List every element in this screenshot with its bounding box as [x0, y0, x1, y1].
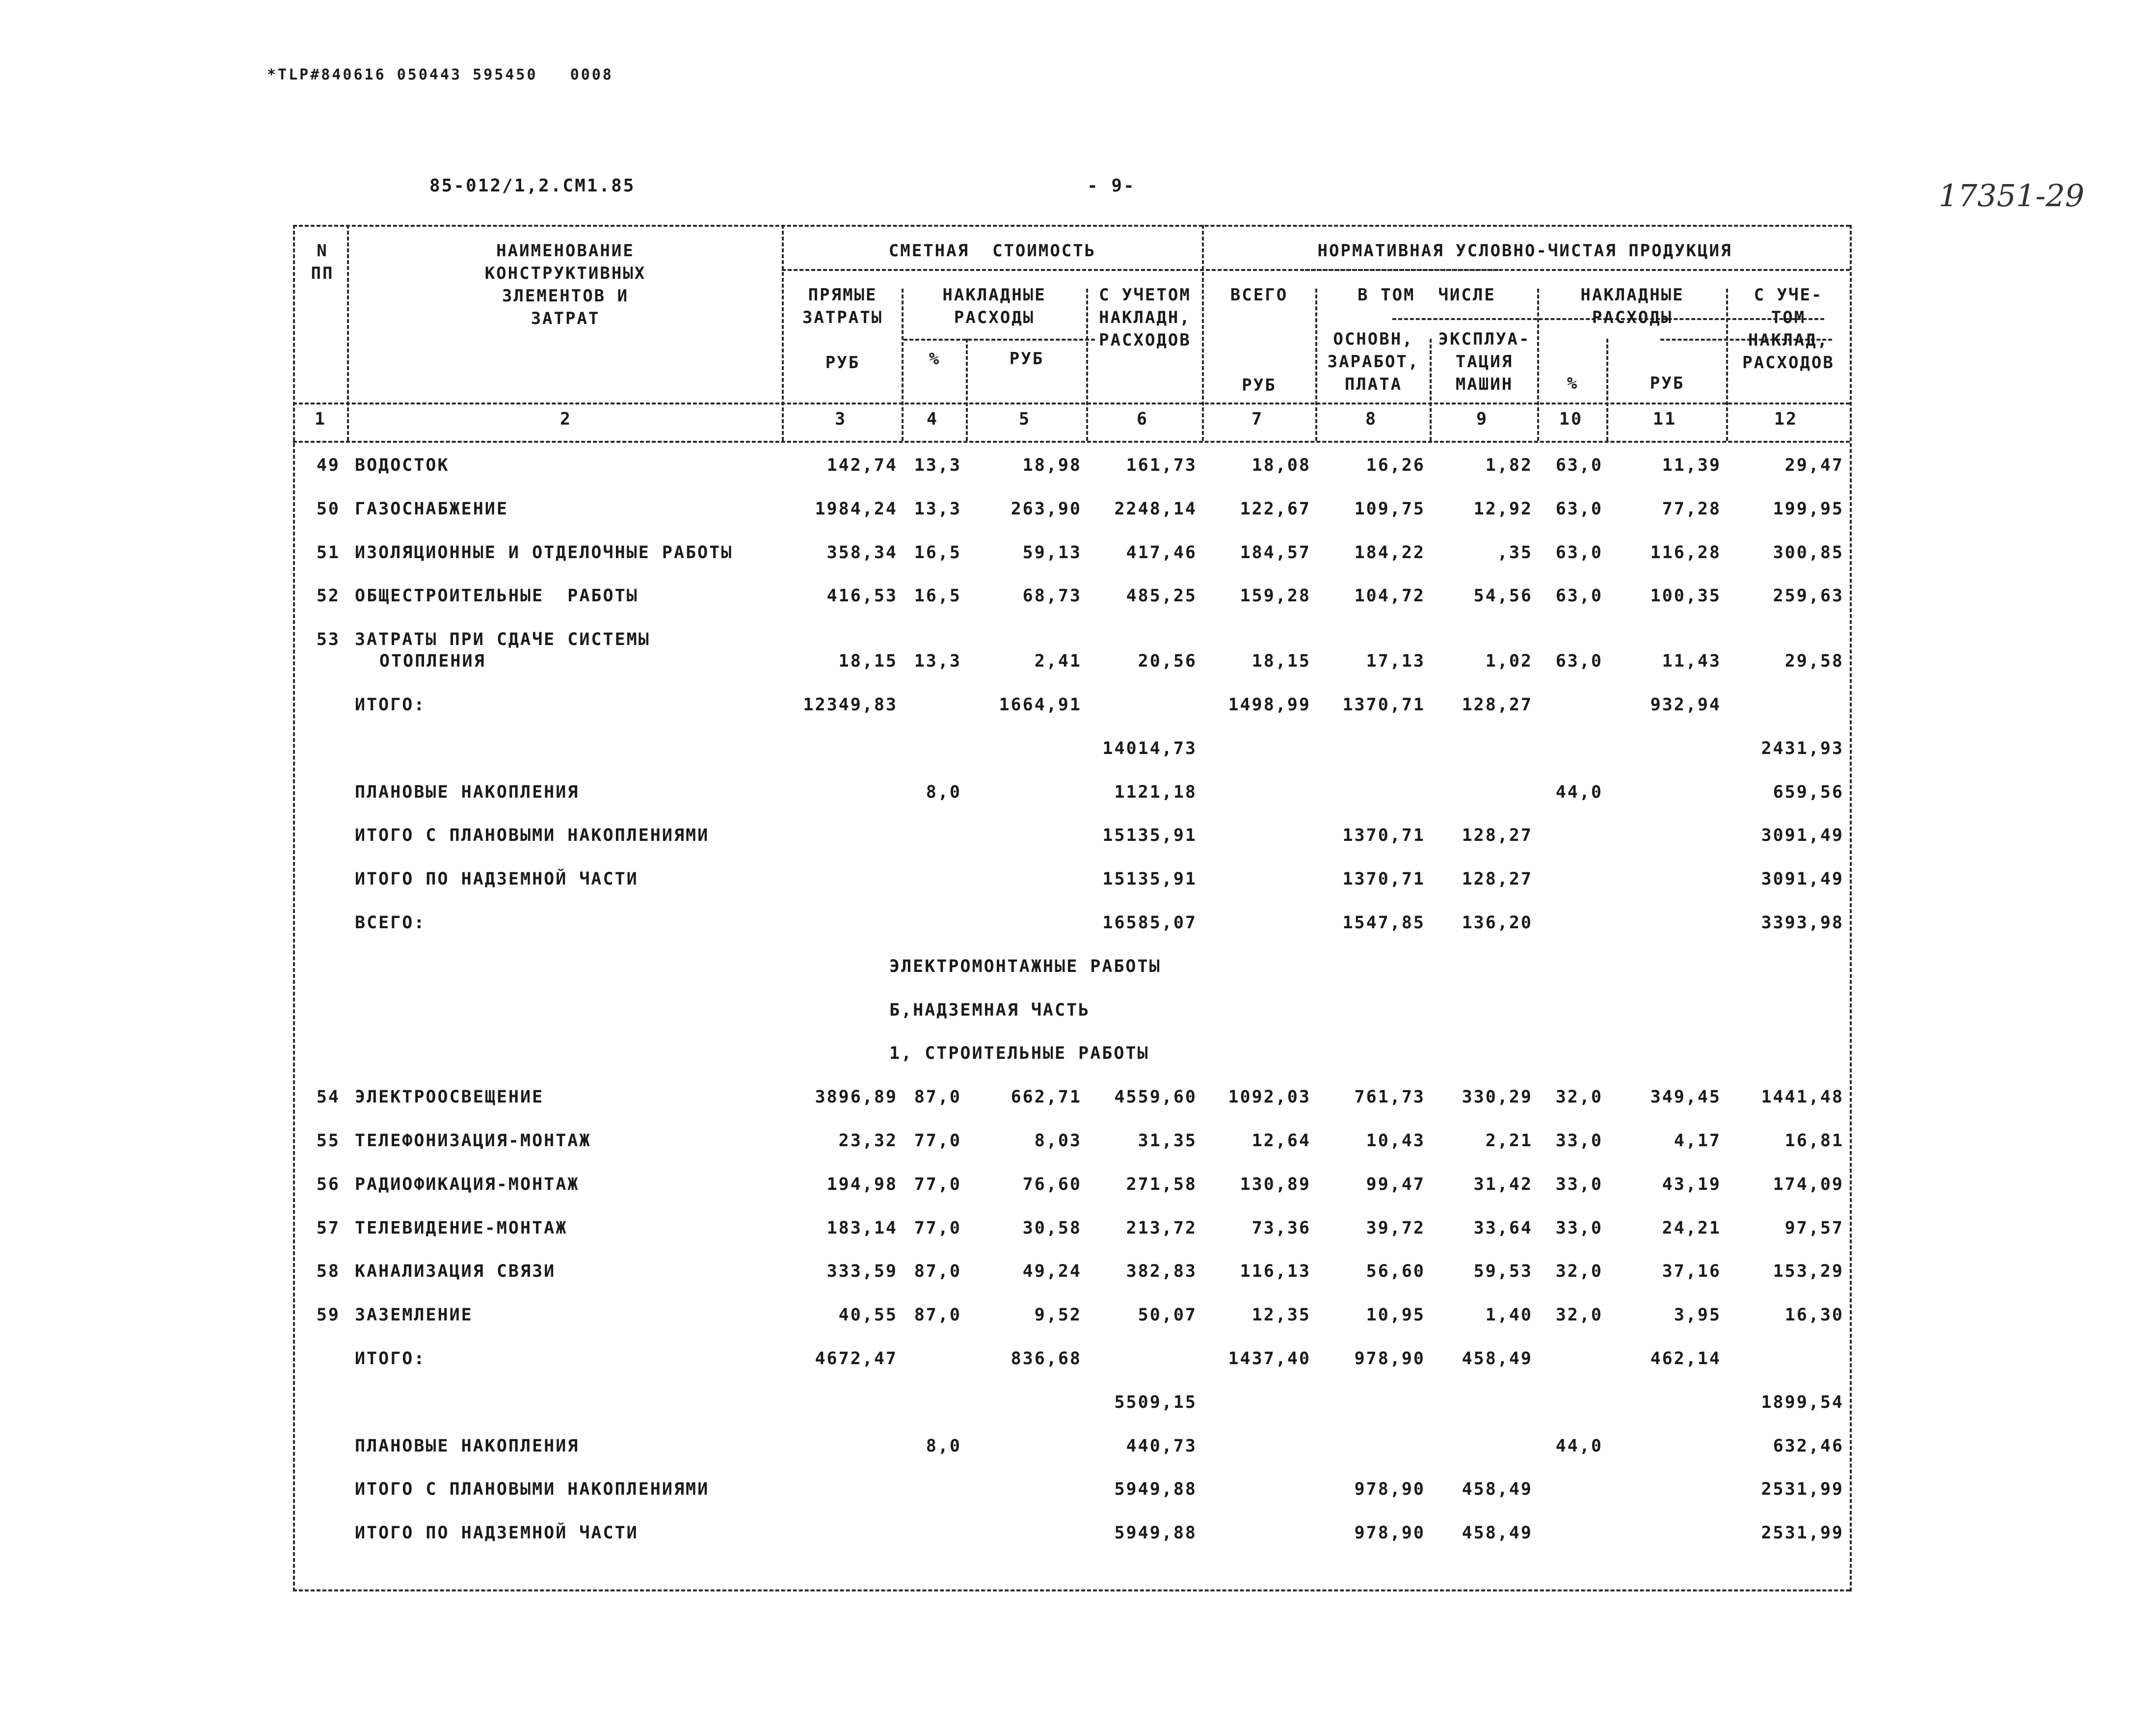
cell-c5: 59,13	[1022, 542, 1082, 563]
row-name: ИТОГО ПО НАДЗЕМНОЙ ЧАСТИ	[355, 1523, 639, 1543]
cell-c9: 136,20	[1462, 913, 1533, 933]
table-row	[293, 869, 1850, 899]
row-number: 58	[316, 1262, 340, 1282]
col-header-with-overhead: С УЧЕТОМ НАКЛАДН, РАСХОДОВ	[1099, 285, 1191, 350]
col-header-with-overhead-2: С УЧЕ- ТОМ НАКЛАД, РАСХОДОВ	[1742, 285, 1835, 373]
cell-c5: 76,60	[1022, 1174, 1082, 1194]
section-heading: 1, СТРОИТЕЛЬНЫЕ РАБОТЫ	[889, 1044, 1149, 1064]
col-header-overhead: НАКЛАДНЫЕ РАСХОДЫ	[942, 285, 1046, 327]
cell-c10: 32,0	[1555, 1262, 1603, 1282]
cell-c8: 978,90	[1354, 1523, 1425, 1543]
cell-c3: 40,55	[838, 1305, 898, 1325]
cell-c7: 159,28	[1240, 586, 1311, 606]
cell-c4: 13,3	[914, 456, 961, 475]
cell-c11: 37,16	[1662, 1262, 1721, 1282]
cell-c10: 32,0	[1555, 1087, 1603, 1107]
cell-c11: 11,39	[1662, 456, 1721, 475]
column-number: 5	[1018, 409, 1031, 429]
row-name: ВСЕГО:	[355, 913, 426, 933]
col-header-overhead-pct: %	[929, 349, 941, 369]
cell-c11: 11,43	[1662, 651, 1721, 672]
row-number: 51	[316, 542, 340, 563]
cell-c12: 2431,93	[1761, 738, 1844, 758]
cell-c8: 184,22	[1354, 542, 1425, 563]
cell-c4: 16,5	[914, 542, 961, 563]
column-number: 9	[1476, 409, 1489, 429]
cell-c12: 259,63	[1773, 586, 1844, 606]
cell-c4: 87,0	[914, 1087, 961, 1107]
row-name: ИТОГО С ПЛАНОВЫМИ НАКОПЛЕНИЯМИ	[355, 826, 710, 846]
cell-c9: 33,64	[1473, 1218, 1533, 1238]
row-name: ТЕЛЕФОНИЗАЦИЯ-МОНТАЖ	[355, 1131, 591, 1151]
cell-c12: 2531,99	[1761, 1480, 1844, 1500]
table-row	[293, 1393, 1850, 1422]
cell-c7: 12,35	[1251, 1305, 1311, 1325]
col-header-estimated-cost: СМЕТНАЯ СТОИМОСТЬ	[888, 241, 1096, 261]
cell-c9: 128,27	[1462, 826, 1533, 846]
cell-c7: 1498,99	[1228, 695, 1311, 715]
row-number: 49	[316, 456, 340, 475]
cell-c9: 458,49	[1462, 1480, 1533, 1500]
cell-c8: 104,72	[1354, 586, 1425, 606]
cost-table	[293, 225, 1871, 1593]
cell-c7: 130,89	[1240, 1174, 1311, 1194]
cell-c4: 87,0	[914, 1262, 961, 1282]
table-row	[293, 1131, 1850, 1160]
table-row	[293, 1436, 1850, 1466]
cell-c6: 382,83	[1126, 1262, 1197, 1282]
cell-c5: 9,52	[1034, 1305, 1082, 1325]
cell-c4: 8,0	[926, 1436, 961, 1456]
row-name: ИТОГО С ПЛАНОВЫМИ НАКОПЛЕНИЯМИ	[355, 1480, 710, 1500]
cell-c10: 63,0	[1555, 586, 1603, 606]
cell-c11: 77,28	[1662, 499, 1721, 519]
cell-c10: 33,0	[1555, 1174, 1603, 1194]
cell-c9: 31,42	[1473, 1174, 1533, 1194]
row-name: ЗАЗЕМЛЕНИЕ	[355, 1305, 473, 1325]
cell-c7: 1092,03	[1228, 1087, 1311, 1107]
cell-c5: 2,41	[1034, 651, 1082, 672]
col-header-overhead-2: НАКЛАДНЫЕ РАСХОДЫ	[1580, 285, 1684, 327]
cell-c4: 87,0	[914, 1305, 961, 1325]
row-name-continued: ОТОПЛЕНИЯ	[379, 651, 486, 672]
cell-c8: 17,13	[1366, 651, 1425, 672]
table-row	[293, 630, 1850, 672]
column-number: 7	[1251, 409, 1264, 429]
row-number: 53	[316, 630, 340, 650]
cell-c12: 3091,49	[1761, 869, 1844, 889]
col-header-normative-product: НОРМАТИВНАЯ УСЛОВНО-ЧИСТАЯ ПРОДУКЦИЯ	[1317, 241, 1732, 261]
column-number: 10	[1559, 409, 1583, 429]
cell-c9: 1,40	[1485, 1305, 1533, 1325]
cell-c3: 142,74	[826, 456, 898, 475]
table-row	[293, 1523, 1850, 1553]
cell-c4: 13,3	[914, 651, 961, 672]
cell-c9: 128,27	[1462, 869, 1533, 889]
cell-c12: 659,56	[1773, 782, 1844, 802]
table-row	[293, 1087, 1850, 1117]
cell-c8: 99,47	[1366, 1174, 1425, 1194]
cell-c12: 174,09	[1773, 1174, 1844, 1194]
col-header-total: ВСЕГО РУБ	[1230, 285, 1288, 395]
col-header-machines: ЭКСПЛУА- ТАЦИЯ МАШИН	[1438, 329, 1531, 394]
cell-c6: 440,73	[1126, 1436, 1197, 1456]
row-number: 57	[316, 1218, 340, 1238]
row-number: 55	[316, 1131, 340, 1151]
row-name: ИТОГО ПО НАДЗЕМНОЙ ЧАСТИ	[355, 869, 639, 889]
row-name: ТЕЛЕВИДЕНИЕ-МОНТАЖ	[355, 1218, 568, 1238]
cell-c3: 194,98	[826, 1174, 898, 1194]
cell-c10: 33,0	[1555, 1218, 1603, 1238]
cell-c6: 1121,18	[1114, 782, 1197, 802]
cell-c8: 1547,85	[1342, 913, 1425, 933]
row-name: РАДИОФИКАЦИЯ-МОНТАЖ	[355, 1174, 580, 1194]
cell-c8: 1370,71	[1342, 869, 1425, 889]
col-header-direct-costs: ПРЯМЫЕ ЗАТРАТЫ РУБ	[802, 285, 883, 373]
cell-c6: 485,25	[1126, 586, 1197, 606]
row-name: ЭЛЕКТРООСВЕЩЕНИЕ	[355, 1087, 544, 1107]
cell-c11: 43,19	[1662, 1174, 1721, 1194]
row-name: ИТОГО:	[355, 1349, 426, 1369]
cell-c6: 4559,60	[1114, 1087, 1197, 1107]
cell-c3: 18,15	[838, 651, 898, 672]
column-number: 12	[1774, 409, 1798, 429]
cell-c8: 10,43	[1366, 1131, 1425, 1151]
cell-c6: 161,73	[1126, 456, 1197, 475]
cell-c5: 263,90	[1011, 499, 1082, 519]
cell-c5: 662,71	[1011, 1087, 1082, 1107]
cell-c6: 15135,91	[1102, 869, 1197, 889]
cell-c12: 97,57	[1784, 1218, 1844, 1238]
cell-c4: 8,0	[926, 782, 961, 802]
cell-c9: 2,21	[1485, 1131, 1533, 1151]
cell-c5: 836,68	[1011, 1349, 1082, 1369]
cell-c7: 116,13	[1240, 1262, 1311, 1282]
cell-c5: 8,03	[1034, 1131, 1082, 1151]
cell-c3: 3896,89	[815, 1087, 898, 1107]
section-heading: Б,НАДЗЕМНАЯ ЧАСТЬ	[889, 1000, 1091, 1020]
table-row	[293, 456, 1850, 485]
row-number: 54	[316, 1087, 340, 1107]
col-header-overhead2-rub: РУБ	[1650, 374, 1685, 393]
cell-c12: 199,95	[1773, 499, 1844, 519]
row-name: КАНАЛИЗАЦИЯ СВЯЗИ	[355, 1262, 556, 1282]
cell-c12: 29,47	[1784, 456, 1844, 475]
col-header-including: В ТОМ ЧИСЛЕ	[1357, 285, 1496, 305]
cell-c10: 33,0	[1555, 1131, 1603, 1151]
cell-c7: 73,36	[1251, 1218, 1311, 1238]
cell-c3: 333,59	[826, 1262, 898, 1282]
cell-c3: 23,32	[838, 1131, 898, 1151]
cell-c8: 1370,71	[1342, 695, 1425, 715]
table-row	[293, 1175, 1850, 1204]
table-row	[293, 1218, 1850, 1248]
table-row	[293, 543, 1850, 572]
cell-c11: 24,21	[1662, 1218, 1721, 1238]
table-row	[293, 782, 1850, 812]
row-number: 52	[316, 586, 340, 606]
cell-c6: 5949,88	[1114, 1480, 1197, 1500]
cell-c9: 12,92	[1473, 499, 1533, 519]
cell-c8: 761,73	[1354, 1087, 1425, 1107]
cell-c11: 116,28	[1650, 542, 1721, 563]
cell-c10: 63,0	[1555, 456, 1603, 475]
cell-c12: 29,58	[1784, 651, 1844, 672]
cell-c12: 153,29	[1773, 1262, 1844, 1282]
cell-c4: 77,0	[914, 1131, 961, 1151]
column-number: 6	[1136, 409, 1149, 429]
cell-c9: 59,53	[1473, 1262, 1533, 1282]
cell-c7: 122,67	[1240, 499, 1311, 519]
cell-c12: 16,30	[1784, 1305, 1844, 1325]
cell-c8: 978,90	[1354, 1480, 1425, 1500]
cell-c9: 1,02	[1485, 651, 1533, 672]
column-number: 4	[926, 409, 939, 429]
column-number: 8	[1365, 409, 1378, 429]
cell-c6: 50,07	[1138, 1305, 1197, 1325]
row-name: ГАЗОСНАБЖЕНИЕ	[355, 499, 508, 519]
cell-c6: 16585,07	[1102, 913, 1197, 933]
cell-c10: 44,0	[1555, 782, 1603, 802]
cell-c11: 3,95	[1674, 1305, 1721, 1325]
cell-c12: 632,46	[1773, 1436, 1844, 1456]
doc-code: 85-012/1,2.CM1.85	[429, 176, 636, 196]
cell-c3: 358,34	[826, 542, 898, 563]
cell-c6: 31,35	[1138, 1131, 1197, 1151]
table-row	[293, 499, 1850, 529]
cell-c4: 77,0	[914, 1218, 961, 1238]
cell-c6: 417,46	[1126, 542, 1197, 563]
cell-c3: 12349,83	[803, 695, 898, 715]
cell-c8: 16,26	[1366, 456, 1425, 475]
cell-c9: 1,82	[1485, 456, 1533, 475]
cell-c3: 183,14	[826, 1218, 898, 1238]
cell-c6: 271,58	[1126, 1174, 1197, 1194]
cell-c12: 1441,48	[1761, 1087, 1844, 1107]
cell-c8: 39,72	[1366, 1218, 1425, 1238]
cell-c10: 63,0	[1555, 499, 1603, 519]
row-name: ВОДОСТОК	[355, 456, 450, 475]
cell-c11: 349,45	[1650, 1087, 1721, 1107]
cell-c12: 1899,54	[1761, 1392, 1844, 1412]
cell-c12: 3091,49	[1761, 826, 1844, 846]
cell-c3: 4672,47	[815, 1349, 898, 1369]
cell-c11: 4,17	[1674, 1131, 1721, 1151]
cell-c7: 184,57	[1240, 542, 1311, 563]
cell-c3: 1984,24	[815, 499, 898, 519]
col-header-overhead-rub: РУБ	[1009, 349, 1044, 369]
cell-c5: 18,98	[1022, 456, 1082, 475]
cell-c5: 30,58	[1022, 1218, 1082, 1238]
cell-c4: 16,5	[914, 586, 961, 606]
cell-c12: 2531,99	[1761, 1523, 1844, 1543]
table-row	[293, 739, 1850, 768]
cell-c12: 16,81	[1784, 1131, 1844, 1151]
table-row	[293, 1305, 1850, 1335]
cell-c8: 10,95	[1366, 1305, 1425, 1325]
cell-c8: 978,90	[1354, 1349, 1425, 1369]
cell-c6: 20,56	[1138, 651, 1197, 672]
cell-c9: 128,27	[1462, 695, 1533, 715]
table-row	[293, 1480, 1850, 1509]
column-number: 1	[314, 409, 327, 429]
section-heading: ЭЛЕКТРОМОНТАЖНЫЕ РАБОТЫ	[889, 956, 1161, 976]
cell-c7: 12,64	[1251, 1131, 1311, 1151]
row-name: ИТОГО:	[355, 695, 426, 715]
cell-c11: 462,14	[1650, 1349, 1721, 1369]
cell-c9: 54,56	[1473, 586, 1533, 606]
cell-c6: 2248,14	[1114, 499, 1197, 519]
cell-c7: 18,15	[1251, 651, 1311, 672]
cell-c5: 49,24	[1022, 1262, 1082, 1282]
column-number: 11	[1652, 409, 1677, 429]
row-name: ИЗОЛЯЦИОННЫЕ И ОТДЕЛОЧНЫЕ РАБОТЫ	[355, 542, 733, 563]
cell-c8: 109,75	[1354, 499, 1425, 519]
cell-c4: 77,0	[914, 1174, 961, 1194]
cell-c5: 68,73	[1022, 586, 1082, 606]
cell-c7: 18,08	[1251, 456, 1311, 475]
row-name: ОБЩЕСТРОИТЕЛЬНЫЕ РАБОТЫ	[355, 586, 639, 606]
column-number: 3	[834, 409, 847, 429]
table-row	[293, 695, 1850, 725]
cell-c10: 63,0	[1555, 651, 1603, 672]
row-number: 56	[316, 1174, 340, 1194]
cell-c3: 416,53	[826, 586, 898, 606]
tape-id: *TLP#840616 050443 595450 0008	[267, 66, 613, 83]
column-number: 2	[559, 409, 572, 429]
cell-c8: 56,60	[1366, 1262, 1425, 1282]
cell-c10: 32,0	[1555, 1305, 1603, 1325]
cell-c10: 44,0	[1555, 1436, 1603, 1456]
cell-c12: 300,85	[1773, 542, 1844, 563]
table-row	[293, 1349, 1850, 1378]
col-header-n: N ПП	[311, 241, 334, 283]
col-header-overhead2-pct: %	[1567, 374, 1579, 393]
row-number: 50	[316, 499, 340, 519]
table-row	[293, 1262, 1850, 1291]
col-header-wages: ОСНОВН, ЗАРАБОТ, ПЛАТА	[1327, 329, 1420, 394]
table-row	[293, 586, 1850, 616]
table-row	[293, 913, 1850, 942]
cell-c9: 458,49	[1462, 1523, 1533, 1543]
cell-c5: 1664,91	[999, 695, 1082, 715]
row-name: ЗАТРАТЫ ПРИ СДАЧЕ СИСТЕМЫ	[355, 630, 650, 650]
row-name: ПЛАНОВЫЕ НАКОПЛЕНИЯ	[355, 1436, 580, 1456]
cell-c11: 932,94	[1650, 695, 1721, 715]
row-number: 59	[316, 1305, 340, 1325]
cell-c6: 213,72	[1126, 1218, 1197, 1238]
page-marker: - 9-	[1087, 176, 1136, 196]
cell-c11: 100,35	[1650, 586, 1721, 606]
cell-c9: 458,49	[1462, 1349, 1533, 1369]
cell-c9: ,35	[1497, 542, 1533, 563]
cell-c6: 5509,15	[1114, 1392, 1197, 1412]
cell-c6: 14014,73	[1102, 738, 1197, 758]
cell-c9: 330,29	[1462, 1087, 1533, 1107]
cell-c12: 3393,98	[1761, 913, 1844, 933]
table-row	[293, 826, 1850, 855]
cell-c8: 1370,71	[1342, 826, 1425, 846]
handwritten-number: 17351-29	[1939, 178, 2085, 214]
cell-c6: 15135,91	[1102, 826, 1197, 846]
row-name: ПЛАНОВЫЕ НАКОПЛЕНИЯ	[355, 782, 580, 802]
col-header-name: НАИМЕНОВАНИЕ КОНСТРУКТИВНЫХ ЗЛЕМЕНТОВ И ЗАТРАТ	[484, 241, 646, 328]
cell-c4: 13,3	[914, 499, 961, 519]
cell-c6: 5949,88	[1114, 1523, 1197, 1543]
cell-c7: 1437,40	[1228, 1349, 1311, 1369]
cell-c10: 63,0	[1555, 542, 1603, 563]
